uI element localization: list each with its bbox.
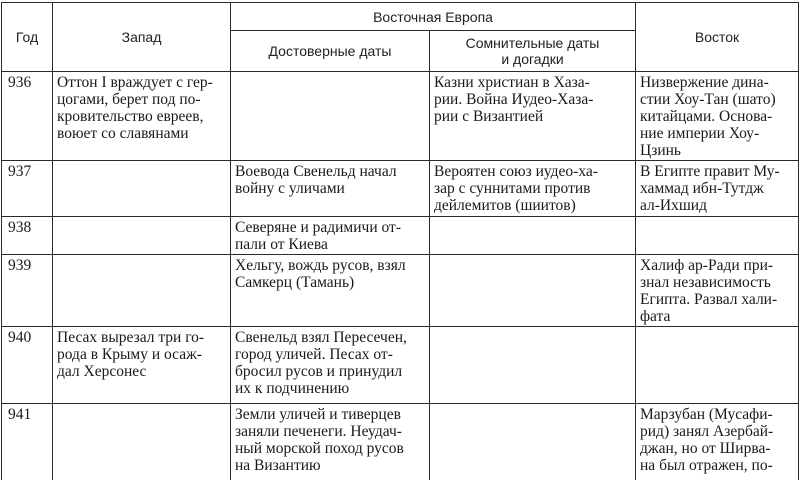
year-cell: 938: [2, 217, 53, 255]
year-cell: 939: [2, 255, 53, 327]
table-row: [2, 217, 799, 255]
header-year: Год: [2, 3, 53, 72]
east-cell: [636, 217, 799, 255]
west-cell: Песах вырезал три го- рода в Крыму и осаж- дал Херсонес: [53, 327, 231, 404]
table-row: [2, 161, 799, 217]
header-west: Запад: [53, 3, 231, 72]
table-row: [2, 72, 799, 161]
reliable-cell: Северяне и радимичи от- пали от Киева: [231, 217, 430, 255]
doubtful-cell: [430, 255, 636, 327]
reliable-cell: Свенельд взял Пересечен, город уличей. Песах от- бросил русов и принудил их к подчинению: [231, 327, 430, 404]
year-cell: 936: [2, 72, 53, 161]
east-cell: Халиф ар-Ради при- знал независимость Египта. Развал хали- фата: [636, 255, 799, 327]
west-cell: [53, 217, 231, 255]
doubtful-cell: [430, 327, 636, 404]
reliable-cell: Земли уличей и тиверцев заняли печенеги. Неудач- ный морской поход русов на Византию: [231, 404, 430, 480]
table-row: [2, 404, 799, 480]
chronology-table: [1, 2, 799, 480]
doubtful-cell: [430, 404, 636, 480]
header-eastern-europe: Восточная Европа: [231, 3, 636, 31]
reliable-cell: [231, 72, 430, 161]
doubtful-cell: [430, 217, 636, 255]
west-cell: [53, 255, 231, 327]
doubtful-cell: Вероятен союз иудео-ха- зар с суннитами против дейлемитов (шиитов): [430, 161, 636, 217]
table-row: [2, 255, 799, 327]
year-cell: 940: [2, 327, 53, 404]
year-cell: 941: [2, 404, 53, 480]
west-cell: [53, 161, 231, 217]
west-cell: Оттон I враждует с гер- цогами, берет под по- кровительство евреев, воюет со славянами: [53, 72, 231, 161]
east-cell: [636, 327, 799, 404]
doubtful-cell: Казни христиан в Хаза- рии. Война Иудео-Хаза- рии с Византией: [430, 72, 636, 161]
east-cell: В Египте правит Му- хаммад ибн-Тутдж ал-Ихшид: [636, 161, 799, 217]
east-cell: Низвержение дина- стии Хоу-Тан (шато) китайцами. Основа- ние империи Хоу- Цзинь: [636, 72, 799, 161]
year-cell: 937: [2, 161, 53, 217]
east-cell: Марзубан (Мусафи- рид) занял Азербай- джан, но от Ширва- на был отражен, по-: [636, 404, 799, 480]
header-reliable-dates: Достоверные даты: [231, 31, 430, 72]
header-east: Восток: [636, 3, 799, 72]
table-row: [2, 327, 799, 404]
reliable-cell: Хельгу, вождь русов, взял Самкерц (Тамань): [231, 255, 430, 327]
reliable-cell: Воевода Свенельд начал войну с уличами: [231, 161, 430, 217]
header-doubtful-dates: Сомнительные даты и догадки: [430, 31, 636, 72]
west-cell: [53, 404, 231, 480]
